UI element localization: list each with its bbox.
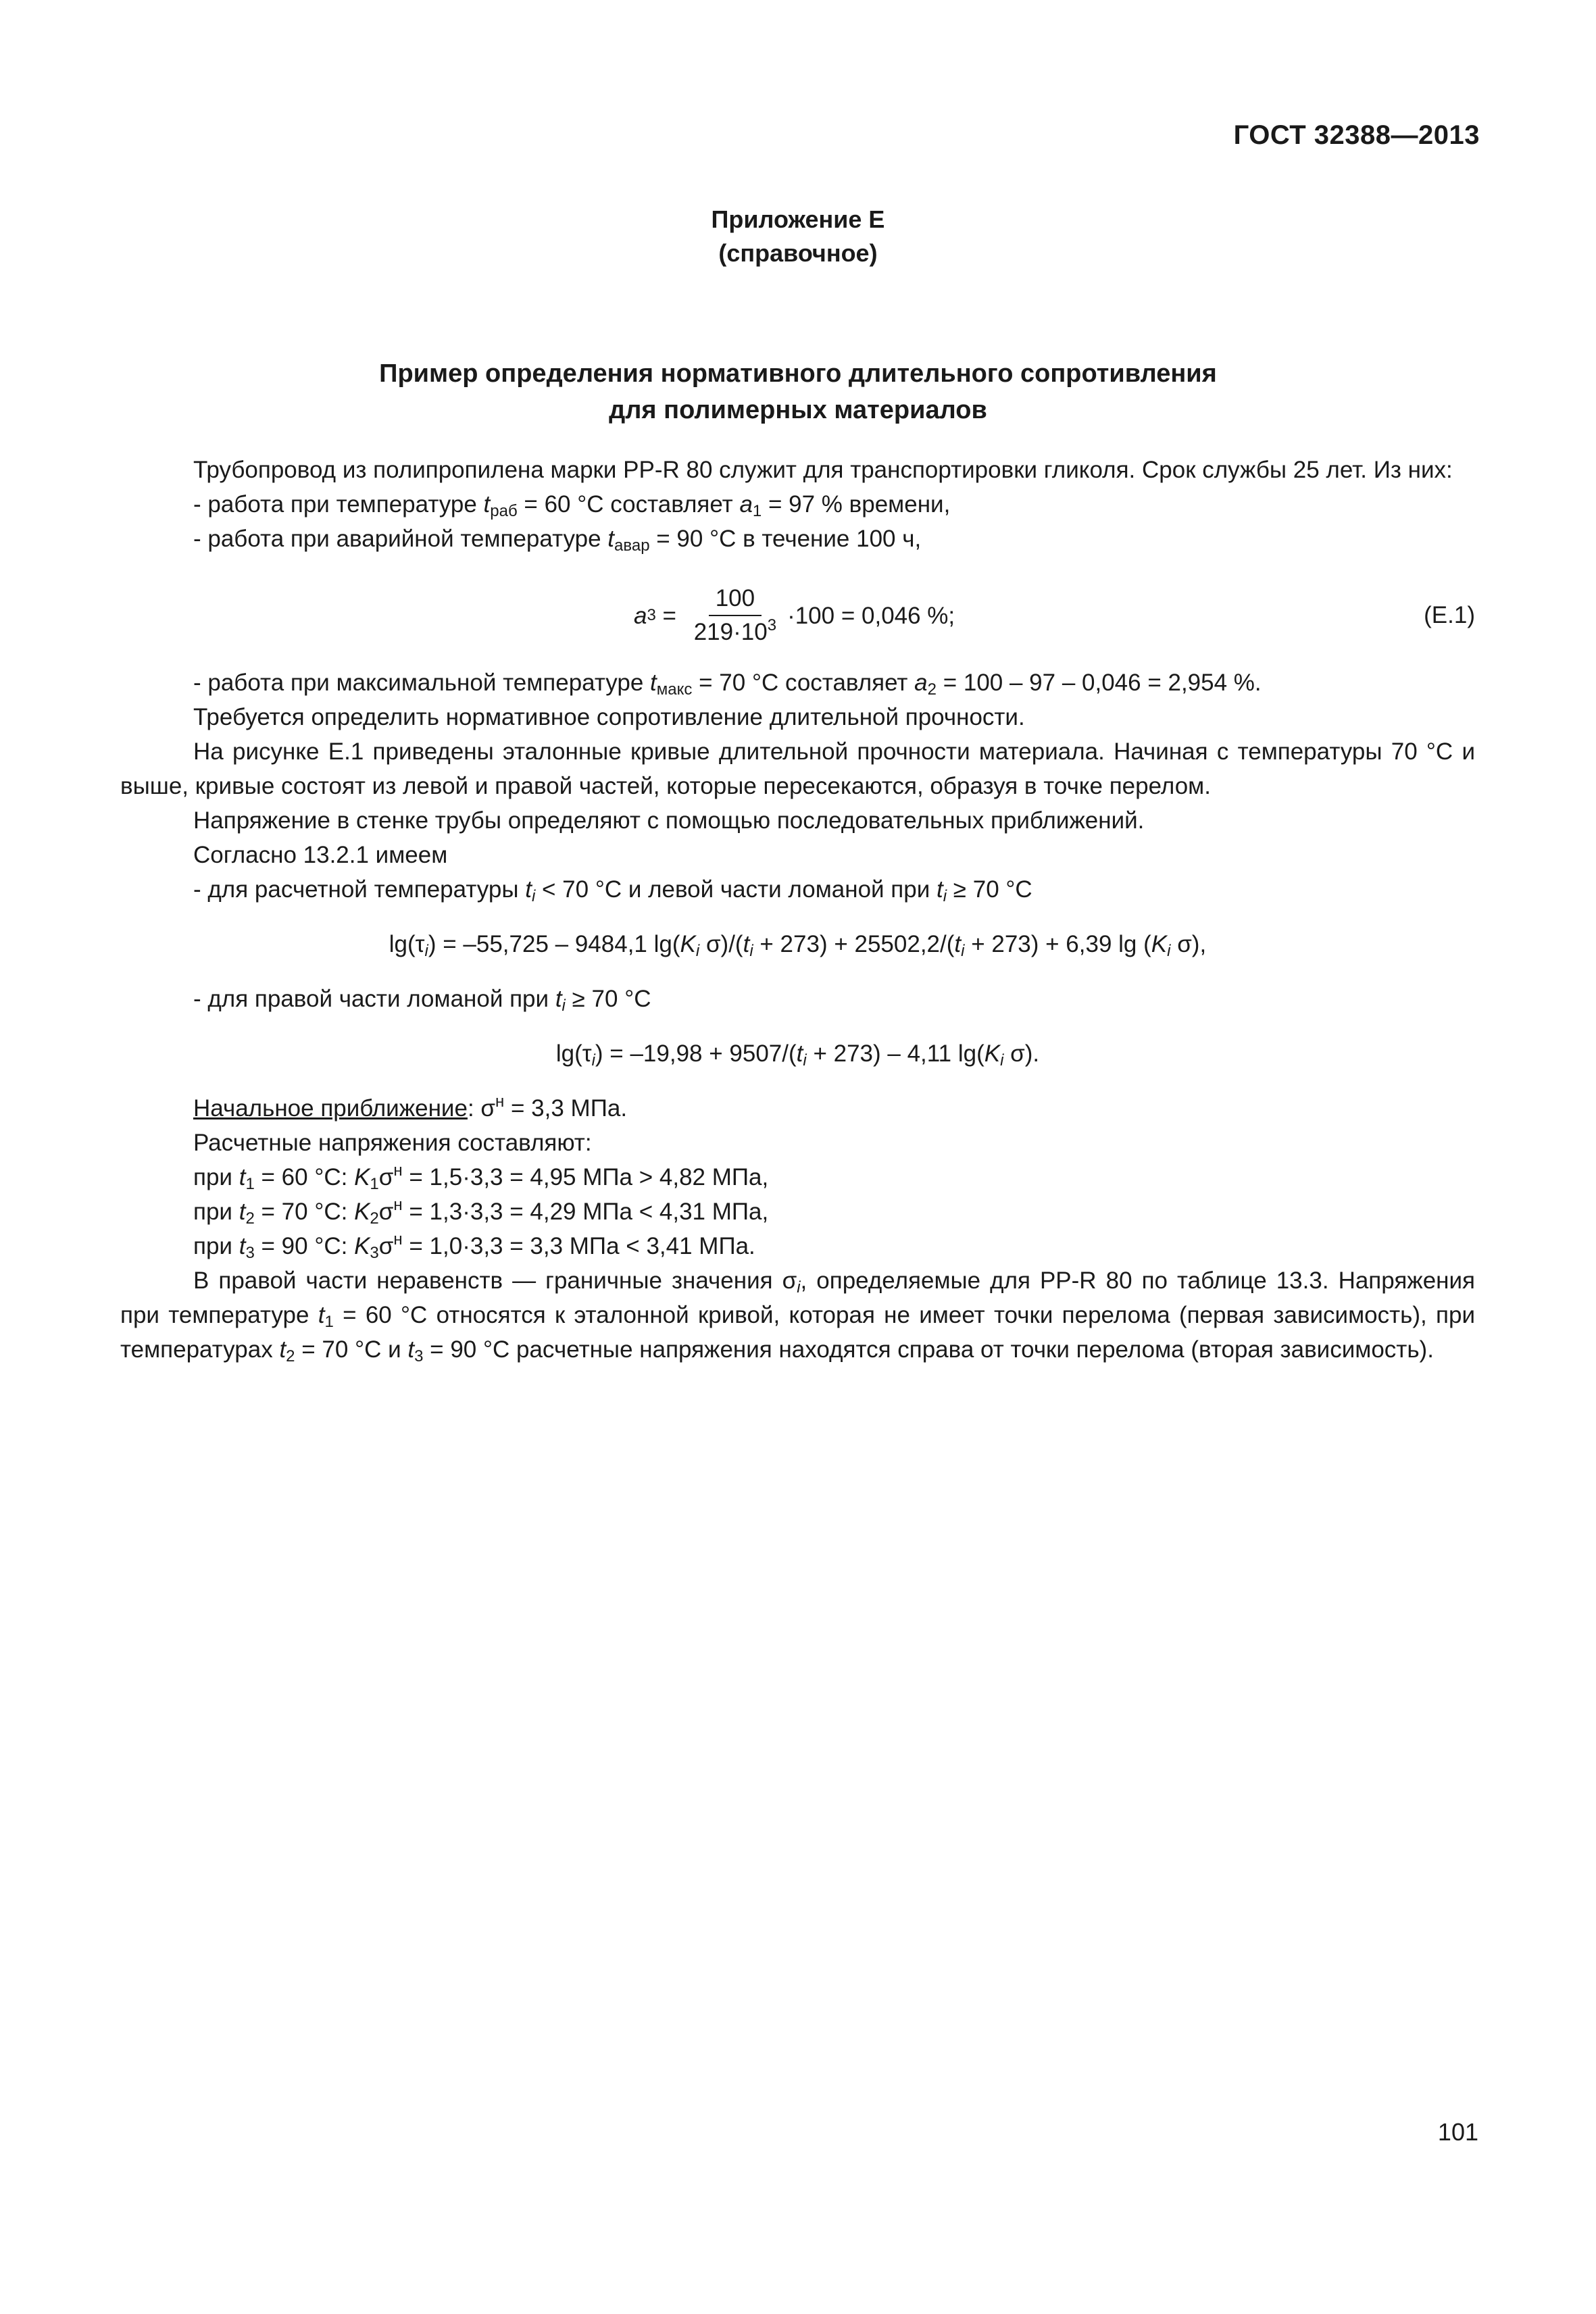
- initial-approximation: Начальное приближение: $\sigma^н = 3,3$ МПа.: [193, 1092, 628, 1122]
- section-title: [0, 355, 1596, 428]
- equation-right-branch: $\lg(\tau_i) = -19,98 + 9507/(t_i + 273) - 4,11$ $\lg(K_i$ σ).: [555, 1040, 1040, 1070]
- paragraph-requirement: Требуется определить нормативное сопротивление длительной прочности.: [193, 704, 1025, 730]
- fraction-numerator: 100: [709, 582, 762, 616]
- paragraph-reference: Согласно 13.2.1 имеем: [193, 842, 448, 868]
- calculated-stresses-label: Расчетные напряжения составляют:: [193, 1130, 592, 1156]
- stress-row-1: при $t_1 = 60$ °С: $K_1\sigma^н = 1,5\cdot 3,3 = 4,95$ МПа > 4,82 МПа,: [193, 1161, 769, 1193]
- appendix-type: (справочное): [718, 239, 878, 267]
- formula-e1-expression: a 3 = $\frac{100}{219\cdot 10^3}$ ·100 = 0,046 %;: [634, 578, 955, 653]
- bullet-max-temp: - работа при максимальной температуре $t_{макс} = 70$ °C составляет $a_2 = 100 - 97 - 0,046 = 2,954$ %.: [193, 670, 1262, 699]
- standard-header: ГОСТ 32388—2013: [1233, 120, 1480, 150]
- title-line-2: для полимерных материалов: [609, 396, 987, 424]
- title-line-1: Пример определения нормативного длительного сопротивления: [379, 359, 1217, 388]
- paragraph-curves: На рисунке Е.1 приведены эталонные кривые длительной прочности материала. Начиная с температуры 70 °С и выше, кривые состоят из левой и правой частей, которые пересекаются, образуя в точке перелом.: [120, 738, 1475, 799]
- bullet-left-branch: - для расчетной температуры $t_i < 70$ °С и левой части ломаной при $t_i \ge 70$ °С: [193, 876, 1032, 905]
- formula-e1: [120, 578, 1475, 653]
- formula-e1-number: (Е.1): [1424, 602, 1475, 628]
- page-number: 101: [1437, 2118, 1478, 2146]
- stress-row-3: при $t_3 = 90$ °С: $K_3\sigma^н = 1,0\cdot 3,3 = 3,3$ МПа < 3,41 МПа.: [193, 1230, 755, 1262]
- paragraph-approximation: Напряжение в стенке трубы определяют с помощью последовательных приближений.: [193, 807, 1145, 834]
- bullet-emergency-temp: - работа при аварийной температуре $t_{авар} = 90$ °C в течение 100 ч,: [193, 526, 922, 555]
- formula-e1-fraction: [687, 582, 783, 649]
- body-text: [120, 453, 1475, 1367]
- equation-left-branch: $\lg(\tau_i) = -55,725 - 9484,1$ $\lg(K_i$ $\sigma)/(t_i + 273) + 25502,2/(t_i + 273) + 6,39$ $\lg (K_i$ σ),: [389, 931, 1207, 960]
- intro-paragraph: Трубопровод из полипропилена марки PP-R 80 служит для транспортировки гликоля. Срок службы 25 лет. Из них:: [193, 457, 1453, 483]
- appendix-label: Приложение Е: [711, 205, 885, 233]
- bullet-operating-temp: - работа при температуре $t_{раб} = 60$ °C составляет $a_1 = 97$ % времени,: [193, 491, 951, 520]
- appendix-heading: [0, 203, 1596, 270]
- stress-row-2: при $t_2 = 70$ °С: $K_2\sigma^н = 1,3\cdot 3,3 = 4,29$ МПа < 4,31 МПа,: [193, 1196, 769, 1228]
- fraction-denominator: $219\cdot 10^3$: [693, 616, 777, 645]
- bullet-right-branch: - для правой части ломаной при $t_i \ge 70$ °С: [193, 986, 651, 1015]
- final-paragraph: В правой части неравенств — граничные значения $\sigma_i$, определяемые для PP-R 80 по таблице 13.3. Напряжения при температуре $t_1 = 60$ °С относятся к эталонной кривой, которая не имеет точки перелома (первая зависимость), при температурах $t_2 = 70$ °С и $t_3 = 90$ °С расчетные напряжения находятся справа от точки перелома (вторая зависимость).: [120, 1267, 1476, 1365]
